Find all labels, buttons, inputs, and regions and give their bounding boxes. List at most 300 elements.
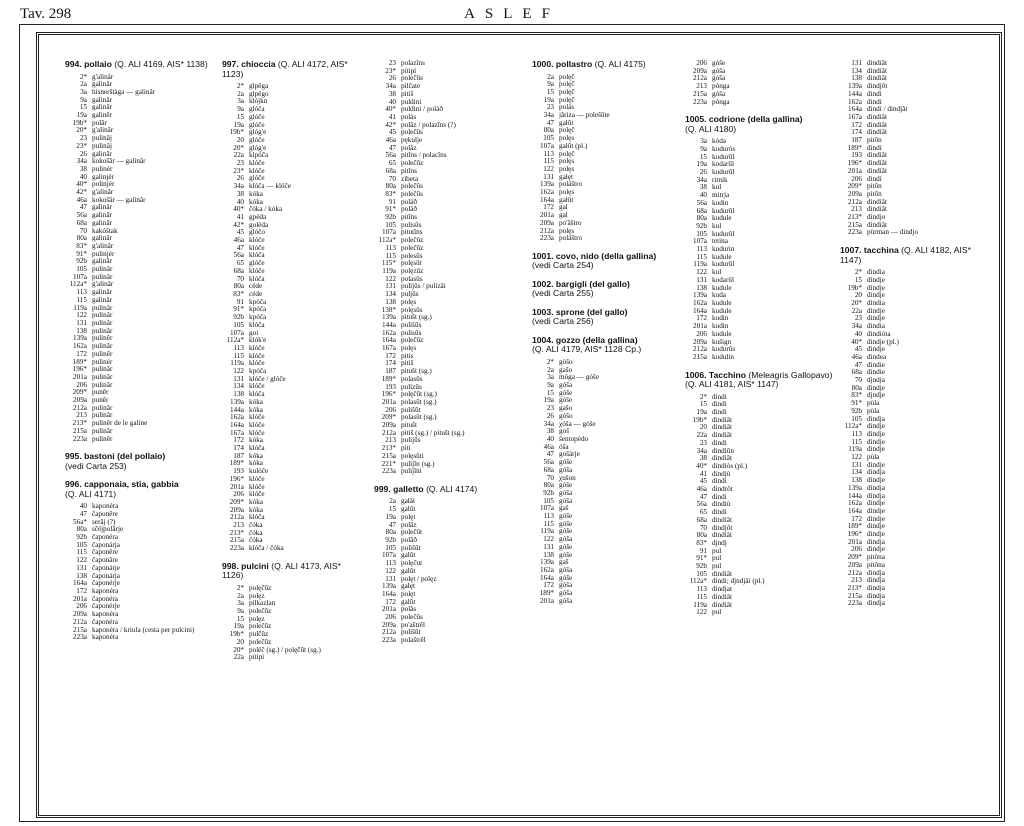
dialect-form: góša <box>559 582 573 590</box>
locality-number: 206 <box>696 59 707 67</box>
dialect-form: polęs <box>559 227 575 235</box>
entry-number: 1002. <box>532 278 554 289</box>
locality-number: 56a <box>696 500 707 509</box>
dialect-form: dindja <box>867 577 885 585</box>
dialect-form: galęt <box>401 583 415 591</box>
list-item <box>840 346 990 354</box>
locality-number: 80a <box>76 234 87 243</box>
list-item <box>65 611 215 619</box>
dialect-form: pulisûs <box>401 221 422 229</box>
list-item <box>65 120 215 128</box>
locality-number: 70 <box>546 473 554 482</box>
dialect-form: pulinêr <box>92 435 113 443</box>
locality-number: 91 <box>699 546 707 555</box>
locality-number: 139a <box>693 291 707 300</box>
locality-number: 34a <box>76 157 87 166</box>
locality-number: 113 <box>385 243 396 252</box>
list-item <box>65 580 215 588</box>
dialect-form: góše <box>559 459 573 467</box>
entry-section <box>532 60 672 243</box>
dialect-form: góšo <box>559 412 573 420</box>
dialect-form: dindiât <box>867 67 887 75</box>
dialect-form: polęčûz <box>249 584 272 592</box>
dialect-form: polęs <box>559 189 575 197</box>
entry-headword: Tacchino <box>708 369 746 380</box>
dialect-form: polęč <box>559 73 575 81</box>
locality-number: 65 <box>699 508 707 517</box>
locality-number: 80a <box>851 383 862 392</box>
locality-number: 215a <box>848 220 862 229</box>
list-item <box>840 99 990 107</box>
locality-number: 187 <box>233 451 244 460</box>
locality-number: 209a <box>230 505 244 514</box>
list-item <box>840 122 990 130</box>
list-item <box>65 619 215 627</box>
dialect-form: klóča <box>249 391 265 399</box>
list-item <box>840 60 990 68</box>
dialect-form: kóka <box>249 498 263 506</box>
locality-number: 113 <box>543 512 554 521</box>
dialect-form: kudurûl <box>712 230 735 238</box>
entry-title <box>222 562 362 581</box>
list-item <box>685 285 835 293</box>
locality-number: 23 <box>699 438 707 447</box>
locality-number: 134 <box>851 468 862 477</box>
list-item <box>65 251 215 259</box>
dialect-form: pulišût <box>401 544 421 552</box>
dialect-form: polâz <box>401 144 417 152</box>
locality-number: 206 <box>233 490 244 499</box>
locality-number: 138 <box>543 550 554 559</box>
list-item <box>65 420 215 428</box>
column-3 <box>374 60 514 654</box>
dialect-form: dindje <box>867 438 885 446</box>
list-item <box>840 354 990 362</box>
locality-number: 22a <box>696 431 707 440</box>
list-item <box>65 228 215 236</box>
locality-number: 46a <box>76 195 87 204</box>
dialect-form: galût <box>401 506 416 514</box>
dialect-form: dindiât <box>867 75 887 83</box>
dialect-form: pulinâr <box>92 404 113 412</box>
list-item <box>685 563 835 571</box>
locality-number: 38 <box>699 454 707 463</box>
dialect-form: polasût (sg.) <box>401 398 437 406</box>
dialect-form: polâs <box>401 606 417 614</box>
list-item <box>840 508 990 516</box>
dialect-form: pulinâr <box>92 312 113 320</box>
dialect-form: dindje <box>867 523 885 531</box>
dialect-form: dindi <box>867 144 882 152</box>
locality-number: 45 <box>388 128 396 137</box>
dialect-form: polęz <box>249 615 265 623</box>
locality-number: 131 <box>233 374 244 383</box>
locality-number: 3a <box>700 137 707 146</box>
list-item <box>685 208 835 216</box>
entry-reference: (vedi Carta 255) <box>532 288 594 299</box>
dialect-form: čaponárja <box>92 572 120 580</box>
dialect-form: polinjér <box>92 181 115 189</box>
locality-number: 34a <box>851 322 862 331</box>
dialect-form: pilčate <box>401 83 421 91</box>
entry-number: 1005. <box>685 114 707 125</box>
locality-number: 196* <box>381 390 396 399</box>
locality-number: 144a <box>382 320 396 329</box>
list-item <box>840 285 990 293</box>
locality-number: 80a <box>385 182 396 191</box>
dialect-form: góša <box>559 382 573 390</box>
entry-title <box>532 336 672 355</box>
locality-number: 115 <box>233 351 244 360</box>
locality-number: 38 <box>236 189 244 198</box>
list-item <box>65 328 215 336</box>
dialect-form: klpóča <box>249 152 269 160</box>
list-item <box>65 135 215 143</box>
locality-number: 70 <box>699 523 707 532</box>
dialect-form: gałût (pl.) <box>559 142 588 150</box>
list-item <box>65 174 215 182</box>
dialect-form: polęčût (sg.) <box>401 391 437 399</box>
locality-number: 122 <box>696 268 707 277</box>
locality-number: 209* <box>847 182 862 191</box>
locality-number: 112a* <box>69 280 87 289</box>
dialect-form: góše <box>712 60 726 67</box>
dialect-form: pulinêr <box>92 335 113 343</box>
locality-number: 9a <box>237 607 244 615</box>
list-item <box>65 220 215 228</box>
dialect-form: polečûz <box>249 623 272 631</box>
entry-source: (Q. ALI 4174) <box>423 483 478 494</box>
list-item <box>65 557 215 565</box>
list-item <box>65 274 215 282</box>
locality-number: 215a <box>693 89 707 98</box>
entry-headword: codrione (della gallina) <box>708 114 803 125</box>
list-item <box>65 97 215 105</box>
dialect-form: pùrman — dindjo <box>867 229 919 237</box>
locality-number: 38 <box>79 164 87 173</box>
dialect-form: pulinâr <box>92 343 113 351</box>
dialect-form: góše <box>559 482 573 490</box>
locality-number: 2* <box>79 72 87 81</box>
locality-number: 134 <box>233 382 244 391</box>
dialect-form: klóče <box>249 491 265 499</box>
entry-source: (Q. ALI 4182, AIS* 1147) <box>840 245 971 265</box>
dialect-form: čóka / kóka <box>249 206 283 214</box>
dialect-form: dindiât <box>867 113 887 121</box>
dialect-form: mitrja <box>712 192 730 200</box>
locality-number: 42* <box>233 220 244 229</box>
dialect-form: polesûs <box>401 252 423 260</box>
list-item <box>65 235 215 243</box>
list-item <box>685 417 835 425</box>
dialect-form: pulijûs <box>401 437 421 445</box>
locality-number: 144a <box>848 491 862 500</box>
dialect-form: dindiòs (pl.) <box>712 462 748 470</box>
dialect-form: góša <box>559 566 573 574</box>
locality-number: 38 <box>699 183 707 192</box>
entry-reference: (vedi Carta 254) <box>532 260 594 271</box>
dialect-form: dindje (pl.) <box>867 338 899 346</box>
dialect-form: pitiš <box>401 360 414 368</box>
locality-number: 189* <box>847 522 862 531</box>
dialect-form: pulinjér <box>92 250 115 258</box>
locality-number: 40 <box>699 191 707 200</box>
locality-number: 122 <box>76 556 87 565</box>
dialect-form: glóče <box>249 260 265 268</box>
locality-number: 209a <box>540 218 554 227</box>
entry-reference: (Q. ALI 4171) <box>65 488 117 499</box>
dialect-form: dindja <box>867 484 885 492</box>
locality-number: 164a <box>848 506 862 515</box>
dialect-form: čaponéra <box>92 618 118 626</box>
list-item <box>65 297 215 305</box>
dialect-form: pul <box>712 555 722 563</box>
locality-number: 46a <box>851 352 862 361</box>
dialect-form: dindie <box>867 361 885 369</box>
dialect-form: dindjo <box>867 214 886 222</box>
list-item <box>65 503 215 511</box>
dialect-form: kóka <box>249 506 263 514</box>
locality-number: 215a <box>73 426 87 435</box>
locality-number: 206 <box>76 602 87 611</box>
dialect-form: dindi <box>712 401 727 409</box>
locality-number: 68a <box>233 266 244 275</box>
dialect-form: kudin <box>712 323 729 331</box>
list-item <box>685 486 835 494</box>
list-item <box>65 189 215 197</box>
locality-number: 45 <box>236 228 244 237</box>
locality-number: 112a* <box>378 236 396 245</box>
locality-number: 92b <box>385 213 396 222</box>
locality-number: 56a <box>76 211 87 220</box>
locality-number: 107a <box>230 328 244 337</box>
list-item <box>840 516 990 524</box>
locality-number: 115 <box>851 437 862 446</box>
dialect-form: galût <box>401 552 416 560</box>
dialect-form: galinjér <box>92 173 114 181</box>
locality-number: 164a <box>540 195 554 204</box>
list-item <box>840 214 990 222</box>
dialect-form: dindje <box>867 292 885 300</box>
locality-number: 119a <box>848 445 862 454</box>
locality-number: 19a <box>543 95 554 104</box>
locality-number: 105 <box>76 265 87 274</box>
dialect-form: dindje <box>867 477 885 485</box>
locality-number: 68a <box>385 166 396 175</box>
list-item <box>685 471 835 479</box>
locality-number: 223a <box>382 636 396 645</box>
dialect-form: pul <box>712 563 722 571</box>
dialect-form: polás <box>559 104 575 112</box>
entry-headword: pollaio <box>84 59 112 69</box>
list-item <box>685 161 835 169</box>
locality-number: 138 <box>76 571 87 580</box>
entry-section <box>222 60 362 553</box>
entry-headword: capponaia, stia, gabbia <box>84 479 179 490</box>
dialect-form: gošárje <box>559 451 580 459</box>
dialect-form: kudule <box>712 284 732 292</box>
dialect-form: poláð <box>401 198 417 206</box>
locality-number: 45 <box>699 477 707 486</box>
locality-number: 105 <box>696 569 707 578</box>
list-item <box>840 129 990 137</box>
locality-number: 40 <box>854 329 862 338</box>
dialect-form: dindióta <box>867 330 891 338</box>
column-2 <box>222 60 362 671</box>
locality-number: 46a <box>233 236 244 245</box>
dialect-form: glóča <box>249 106 265 114</box>
locality-number: 162a <box>540 565 554 574</box>
list-item <box>840 585 990 593</box>
dialect-form: pulinér <box>92 165 113 173</box>
dialect-form: kóka <box>249 460 263 468</box>
locality-number: 40 <box>79 172 87 181</box>
locality-number: 92b <box>696 562 707 571</box>
locality-number: 19a <box>385 512 396 521</box>
dialect-form: dindi <box>712 509 727 517</box>
dialect-form: pulijîn (sg.) <box>401 460 435 468</box>
locality-number: 70 <box>854 376 862 385</box>
locality-number: 68a <box>696 206 707 215</box>
dialect-form: polęz <box>249 592 265 600</box>
list-item <box>685 409 835 417</box>
locality-number: 201a <box>848 166 862 175</box>
locality-number: 139a <box>230 397 244 406</box>
dialect-form: dindiât <box>712 424 732 432</box>
locality-number: 70 <box>388 174 396 183</box>
locality-number: 215a <box>382 451 396 460</box>
list-item <box>65 143 215 151</box>
locality-number: 131 <box>76 319 87 327</box>
locality-number: 105 <box>696 229 707 238</box>
locality-number: 115 <box>385 251 396 260</box>
locality-number: 172 <box>385 597 396 606</box>
list-item <box>840 191 990 199</box>
dialect-form: dindjù <box>712 470 731 478</box>
list-item <box>65 81 215 89</box>
locality-number: 213* <box>847 213 862 222</box>
list-item <box>840 477 990 485</box>
entry-title <box>532 280 672 299</box>
locality-number: 172 <box>76 349 87 358</box>
dialect-form: dindiât <box>867 129 887 137</box>
locality-number: 19b* <box>847 283 862 292</box>
entry-headword: sprone (del gallo) <box>555 306 628 317</box>
dialect-form: gaš <box>559 505 569 513</box>
dialect-form: kaponéra <box>92 634 119 642</box>
dialect-form: djndj <box>712 539 727 547</box>
list-item <box>840 176 990 184</box>
dialect-form: glpêgo <box>249 90 269 98</box>
list-item <box>65 366 215 374</box>
locality-number: 92b <box>385 535 396 544</box>
list-item <box>685 146 835 154</box>
locality-number: 119a <box>230 359 244 368</box>
list-item <box>65 596 215 604</box>
locality-number: 45 <box>854 345 862 354</box>
locality-number: 23* <box>233 166 244 175</box>
locality-number: 47 <box>79 509 87 518</box>
locality-number: 172 <box>385 351 396 360</box>
dialect-form: glóče <box>249 136 265 144</box>
dialect-form: dindi <box>867 90 882 98</box>
locality-number: 212a <box>848 197 862 206</box>
locality-number: 34a <box>543 419 554 428</box>
list-item <box>840 369 990 377</box>
dialect-form: dindje <box>867 346 885 354</box>
dialect-form: polasûs <box>401 375 423 383</box>
dialect-form: polečûs <box>401 183 423 191</box>
dialect-form: dindie <box>867 369 885 377</box>
locality-number: 223a <box>848 228 862 237</box>
locality-number: 26 <box>79 149 87 158</box>
dialect-form: galinâr <box>92 81 112 89</box>
entry-headword: pollastro <box>555 59 593 69</box>
locality-number: 209a <box>382 620 396 629</box>
dialect-form: dindje <box>867 430 885 438</box>
dialect-form: góše <box>559 528 573 536</box>
locality-number: 172 <box>851 120 862 129</box>
entry-number: 1003. <box>532 306 554 317</box>
dialect-form: čaponérje <box>92 580 120 588</box>
list-item <box>840 323 990 331</box>
locality-number: 115 <box>696 252 707 261</box>
dialect-form: glóče <box>249 121 265 129</box>
dialect-form: pulinêr de le galine <box>92 420 148 428</box>
locality-number: 215a <box>693 352 707 361</box>
entry-section <box>222 562 362 662</box>
locality-number: 119a <box>693 260 707 269</box>
list-item <box>374 637 514 645</box>
locality-number: 56a <box>543 458 554 467</box>
dialect-form: klóča <box>249 252 265 260</box>
locality-number: 107a <box>540 141 554 150</box>
list-item <box>65 436 215 444</box>
locality-number: 172 <box>543 581 554 590</box>
list-item <box>65 565 215 573</box>
locality-number: 212a <box>540 226 554 235</box>
list-item <box>840 106 990 114</box>
list-item <box>685 455 835 463</box>
dialect-form: klóče / glóče <box>249 375 286 383</box>
dialect-form: polęsûs <box>401 306 423 314</box>
locality-number: 223a <box>540 234 554 243</box>
list-item <box>840 500 990 508</box>
dialect-form: dindiûn <box>712 447 734 455</box>
locality-number: 2* <box>699 392 707 401</box>
locality-number: 115 <box>696 592 707 601</box>
dialect-form: góša <box>712 75 726 83</box>
list-item <box>685 261 835 269</box>
list-item <box>840 554 990 562</box>
locality-number: 213 <box>233 521 244 530</box>
dialect-form: dindiât <box>712 570 732 578</box>
entry-title <box>685 371 835 390</box>
dialect-form: pękulje <box>401 137 423 145</box>
list-item <box>840 145 990 153</box>
locality-number: 91* <box>696 554 707 563</box>
locality-number: 19a <box>696 408 707 417</box>
list-item <box>685 68 835 76</box>
dialect-form: jâriza — polešûte <box>559 112 610 120</box>
dialect-form: céde <box>249 290 263 298</box>
locality-number: 47 <box>546 118 554 127</box>
dialect-form: gòšo <box>559 358 573 366</box>
dialect-form: polęsûti <box>401 452 424 460</box>
list-item <box>840 385 990 393</box>
dialect-form: galinâr <box>92 204 112 212</box>
locality-number: 201a <box>73 594 87 603</box>
